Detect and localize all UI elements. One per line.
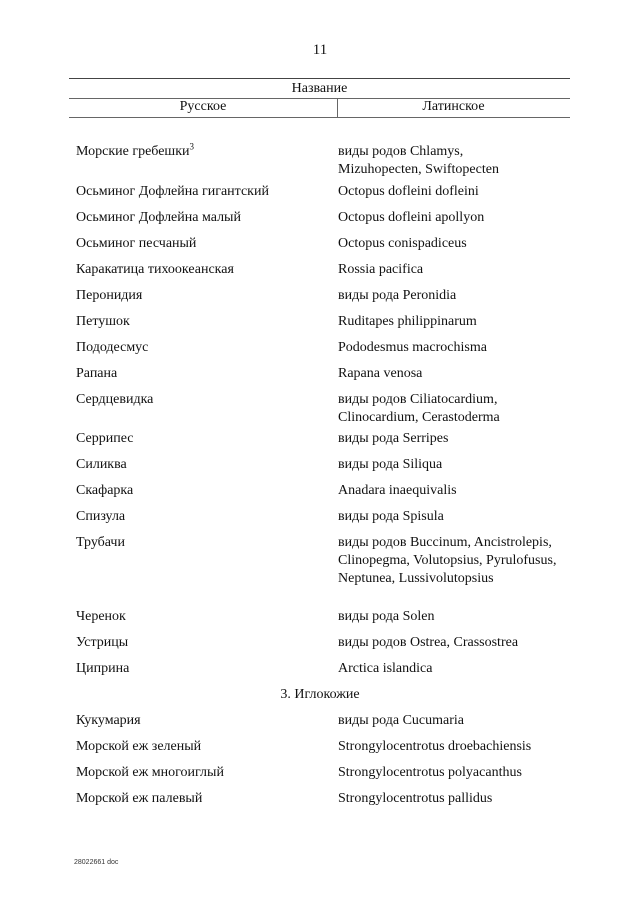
latin-name: Octopus conispadiceus — [338, 236, 467, 251]
latin-name: Ruditapes philippinarum — [338, 314, 477, 329]
russian-name — [76, 712, 331, 730]
latin-name: Strongylocentrotus polyacanthus — [338, 765, 522, 780]
latin-name: виды рода Serripes — [338, 431, 449, 446]
section-heading: 3. Иглокожие — [280, 687, 360, 702]
latin-name: Rapana venosa — [338, 366, 423, 381]
russian-name-text: Силиква — [76, 457, 127, 472]
latin-name: виды рода Spisula — [338, 509, 444, 524]
russian-name-text: Трубачи — [76, 535, 125, 550]
russian-name — [76, 608, 331, 626]
russian-name — [76, 183, 331, 201]
header-title: Название — [291, 81, 348, 96]
russian-name-text: Черенок — [76, 609, 126, 624]
latin-name: виды рода Peronidia — [338, 288, 457, 303]
russian-name — [76, 634, 331, 652]
latin-name: Anadara inaequivalis — [338, 483, 457, 498]
latin-name: виды рода Cucumaria — [338, 713, 464, 728]
russian-name-text: Рапана — [76, 366, 118, 381]
russian-name — [76, 209, 331, 227]
russian-name-text: Кукумария — [76, 713, 141, 728]
russian-name — [76, 790, 331, 808]
russian-name-text: Морской еж многоиглый — [76, 765, 224, 780]
russian-name-text: Скафарка — [76, 483, 134, 498]
latin-name: Strongylocentrotus droebachiensis — [338, 739, 532, 754]
russian-name-text: Морские гребешки — [76, 144, 190, 159]
russian-name — [76, 235, 331, 253]
russian-name-text: Осьминог песчаный — [76, 236, 197, 251]
russian-name — [76, 287, 331, 305]
russian-name — [76, 339, 331, 357]
russian-name — [76, 482, 331, 500]
latin-name: Strongylocentrotus pallidus — [338, 791, 493, 806]
latin-name: Octopus dofleini apollyon — [338, 210, 485, 225]
russian-name — [76, 261, 331, 279]
russian-name-text: Осьминог Дофлейна гигантский — [76, 184, 269, 199]
russian-name — [76, 534, 331, 552]
russian-name-text: Серрипес — [76, 431, 134, 446]
russian-name-text: Петушок — [76, 314, 130, 329]
russian-name-text: Пододесмус — [76, 340, 149, 355]
column-header-latin: Латинское — [422, 99, 485, 114]
header-bottom-rule — [69, 117, 570, 118]
russian-name-text: Устрицы — [76, 635, 129, 650]
russian-name — [76, 391, 331, 409]
table-header — [69, 78, 570, 117]
russian-name-text: Перонидия — [76, 288, 143, 303]
latin-name: Arctica islandica — [338, 661, 433, 676]
russian-name — [76, 508, 331, 526]
russian-name-text: Сердцевидка — [76, 392, 154, 407]
russian-name-text: Осьминог Дофлейна малый — [76, 210, 241, 225]
russian-name — [76, 738, 331, 756]
column-headers — [69, 98, 570, 117]
russian-name-text: Морской еж зеленый — [76, 739, 202, 754]
page-number: 11 — [312, 42, 328, 58]
footer-file-code: 28022661 doc — [74, 859, 119, 866]
latin-name: Octopus dofleini dofleini — [338, 184, 479, 199]
russian-name-text: Спизула — [76, 509, 126, 524]
column-header-russian: Русское — [179, 99, 227, 114]
latin-name: виды рода Solen — [338, 609, 435, 624]
latin-name: Pododesmus macrochisma — [338, 340, 487, 355]
latin-name: виды рода Siliqua — [338, 457, 443, 472]
russian-name — [76, 456, 331, 474]
russian-name — [76, 764, 331, 782]
latin-name: Rossia pacifica — [338, 262, 424, 277]
russian-name — [76, 313, 331, 331]
russian-name-text: Морской еж палевый — [76, 791, 203, 806]
russian-name — [76, 430, 331, 448]
russian-name — [76, 660, 331, 678]
russian-name — [76, 365, 331, 383]
russian-name — [76, 143, 331, 161]
russian-name-text: Циприна — [76, 661, 130, 676]
latin-name: виды родов Ostrea, Crassostrea — [338, 635, 519, 650]
latin-name: виды родов Chlamys, Mizuhopecten, Swiftopecten — [338, 144, 499, 177]
footnote-marker: 3 — [189, 141, 195, 152]
latin-name: виды родов Buccinum, Ancistrolepis, Clinopegma, Volutopsius, Pyrulofusus, Neptunea, Lussivolutopsius — [338, 535, 557, 586]
russian-name-text: Каракатица тихоокеанская — [76, 262, 234, 277]
latin-name: виды родов Ciliatocardium, Clinocardium, Cerastoderma — [338, 392, 500, 425]
